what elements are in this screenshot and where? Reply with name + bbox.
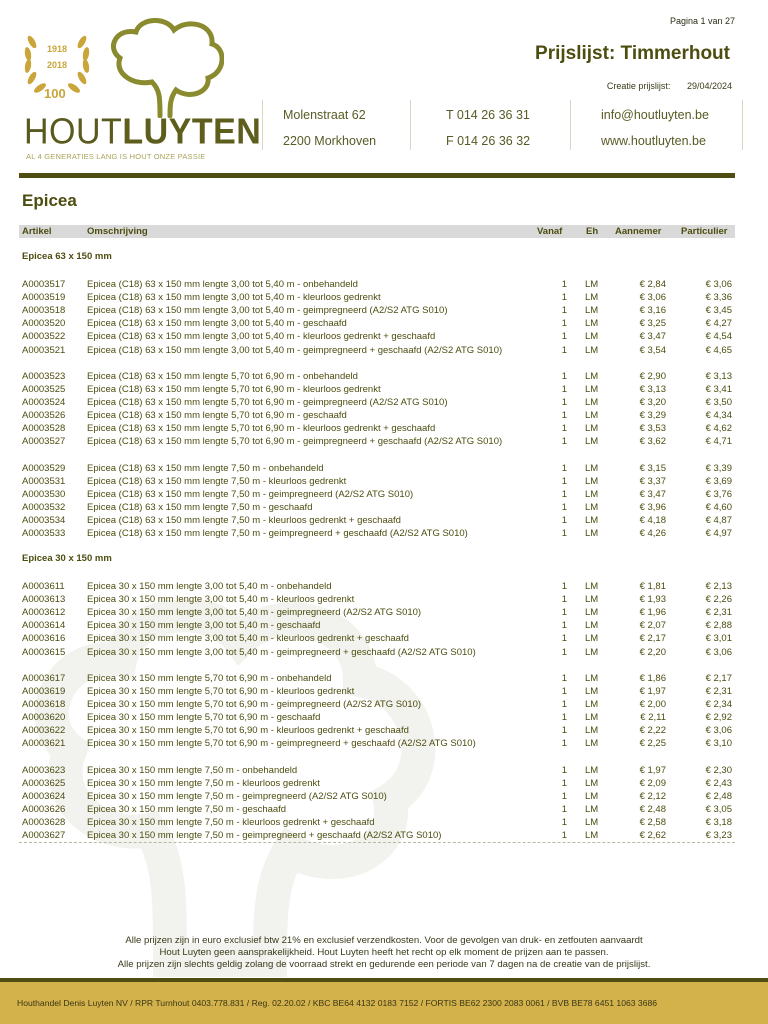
price-contractor: € 3,16 (639, 305, 666, 317)
price-contractor: € 1,81 (639, 581, 666, 592)
price-private: € 3,39 (705, 462, 732, 474)
price-private: € 2,30 (705, 764, 732, 776)
table-row (19, 462, 735, 475)
price-contractor: € 2,58 (639, 817, 666, 828)
min-qty: 1 (561, 764, 567, 776)
min-qty: 1 (561, 331, 567, 343)
artikel-code: A0003623 (22, 764, 66, 776)
price-contractor: € 2,11 (640, 712, 666, 724)
unit: LM (585, 817, 599, 828)
table-row (19, 475, 735, 488)
table-row (19, 435, 735, 448)
logo-tagline: AL 4 GENERATIES LANG IS HOUT ONZE PASSIE (26, 152, 206, 161)
min-qty: 1 (561, 777, 567, 789)
document-title: Prijslijst: Timmerhout (535, 43, 730, 64)
unit: LM (585, 370, 599, 382)
price-contractor: € 2,84 (639, 279, 666, 290)
unit: LM (585, 607, 599, 619)
col-vanaf: Vanaf (537, 226, 563, 237)
table-row (19, 344, 735, 357)
unit: LM (585, 633, 599, 645)
min-qty: 1 (561, 397, 567, 408)
artikel-code: A0003518 (22, 305, 66, 317)
min-qty: 1 (561, 830, 567, 842)
table-row (19, 317, 735, 330)
min-qty: 1 (561, 699, 567, 710)
price-private: € 3,50 (705, 397, 732, 408)
description: Epicea (C18) 63 x 150 mm lengte 5,70 tot 6,90 m - onbehandeld (87, 370, 358, 382)
price-contractor: € 3,47 (639, 331, 666, 343)
disclaimer (0, 935, 768, 972)
contact-divider (742, 100, 743, 150)
price-contractor: € 4,26 (639, 528, 666, 540)
col-omschrijving: Omschrijving (87, 226, 148, 237)
min-qty: 1 (561, 279, 567, 290)
table-row (19, 777, 735, 790)
price-contractor: € 2,48 (639, 803, 666, 815)
price-contractor: € 3,96 (639, 501, 666, 513)
description: Epicea 30 x 150 mm lengte 7,50 m - geimpregneerd + geschaafd (A2/S2 ATG S010) (87, 830, 442, 842)
artikel-code: A0003527 (22, 436, 66, 448)
unit: LM (585, 410, 599, 422)
table-row (19, 330, 735, 343)
unit: LM (585, 279, 599, 290)
min-qty: 1 (561, 790, 567, 802)
price-contractor: € 3,53 (639, 423, 666, 435)
min-qty: 1 (561, 620, 567, 632)
creation-date (607, 81, 732, 91)
description: Epicea (C18) 63 x 150 mm lengte 7,50 m - onbehandeld (87, 462, 324, 474)
description: Epicea 30 x 150 mm lengte 7,50 m - geimpregneerd (A2/S2 ATG S010) (87, 790, 387, 802)
unit: LM (585, 292, 599, 304)
price-contractor: € 1,97 (639, 685, 666, 697)
artikel-code: A0003616 (22, 633, 66, 645)
min-qty: 1 (561, 515, 567, 526)
artikel-code: A0003522 (22, 331, 66, 343)
creation-date-label: Creatie prijslijst: (606, 81, 671, 91)
artikel-code: A0003530 (22, 488, 66, 500)
price-contractor: € 3,47 (639, 488, 666, 500)
price-private: € 4,71 (705, 436, 732, 448)
unit: LM (585, 397, 599, 408)
description: Epicea (C18) 63 x 150 mm lengte 3,00 tot 5,40 m - geimpregneerd (A2/S2 ATG S010) (87, 305, 448, 317)
artikel-code: A0003620 (22, 712, 66, 724)
min-qty: 1 (561, 423, 567, 435)
min-qty: 1 (561, 712, 567, 724)
table-row (19, 304, 735, 317)
table-row (19, 711, 735, 724)
price-private: € 2,92 (705, 712, 732, 724)
table-row (19, 790, 735, 803)
artikel-code: A0003625 (22, 777, 66, 789)
min-qty: 1 (561, 462, 567, 474)
unit: LM (585, 305, 599, 317)
artikel-code: A0003524 (22, 397, 66, 408)
disclaimer-line: Alle prijzen zijn slechts geldig zolang de voorraad strekt en gedurende een periode van 7 dagen na de creatie van de prijslijst. (117, 959, 651, 971)
table-row (19, 606, 735, 619)
company-details: Houthandel Denis Luyten NV / RPR Turnhout 0403.778.831 / Reg. 02.20.02 / KBC BE64 4132 0183 7152 / FORTIS BE62 2300 2083 0061 / BVB BE78 6451 1063 3686 (17, 998, 658, 1008)
min-qty: 1 (561, 817, 567, 828)
logo-wordmark-hout: HOUT (24, 112, 123, 152)
unit: LM (585, 383, 599, 395)
artikel-code: A0003525 (22, 383, 66, 395)
table-row (19, 501, 735, 514)
table-row (19, 409, 735, 422)
min-qty: 1 (561, 803, 567, 815)
badge-year-b: 2018 (46, 60, 68, 70)
artikel-code: A0003613 (22, 594, 66, 606)
price-contractor: € 3,54 (639, 344, 666, 356)
unit: LM (585, 331, 599, 343)
description: Epicea (C18) 63 x 150 mm lengte 7,50 m - geimpregneerd + geschaafd (A2/S2 ATG S010) (87, 528, 468, 540)
min-qty: 1 (561, 318, 567, 330)
table-row (19, 383, 735, 396)
price-contractor: € 3,06 (639, 292, 666, 304)
unit: LM (585, 712, 599, 724)
table-row (19, 724, 735, 737)
min-qty: 1 (561, 594, 567, 606)
table-row (19, 291, 735, 304)
unit: LM (585, 318, 599, 330)
table-row (19, 278, 735, 291)
disclaimer-line: Alle prijzen zijn in euro exclusief btw 21% en exclusief verzendkosten. Voor de gevolgen van druk- en zetfouten aanvaardt (125, 935, 643, 946)
table-row (19, 593, 735, 606)
description: Epicea 30 x 150 mm lengte 7,50 m - kleurloos gedrenkt + geschaafd (87, 817, 375, 828)
description: Epicea (C18) 63 x 150 mm lengte 3,00 tot 5,40 m - onbehandeld (87, 279, 358, 290)
hout-luyten-logo (18, 14, 262, 161)
description: Epicea (C18) 63 x 150 mm lengte 7,50 m - kleurloos gedrenkt + geschaafd (87, 515, 401, 526)
footer-bar (0, 982, 768, 1024)
address-street: Molenstraat 62 (283, 108, 366, 122)
price-private: € 3,23 (705, 830, 732, 842)
unit: LM (585, 803, 599, 815)
min-qty: 1 (561, 305, 567, 317)
table-header (19, 225, 735, 238)
table-row (19, 685, 735, 698)
price-contractor: € 3,15 (639, 462, 666, 474)
unit: LM (585, 672, 599, 684)
description: Epicea 30 x 150 mm lengte 5,70 tot 6,90 m - geimpregneerd + geschaafd (A2/S2 ATG S010) (87, 738, 476, 750)
artikel-code: A0003529 (22, 462, 66, 474)
price-private: € 4,87 (705, 515, 732, 526)
artikel-code: A0003519 (22, 292, 66, 304)
artikel-code: A0003526 (22, 410, 66, 422)
price-private: € 3,45 (705, 305, 732, 317)
artikel-code: A0003618 (22, 699, 66, 710)
artikel-code: A0003622 (22, 725, 66, 737)
price-contractor: € 2,90 (639, 370, 666, 382)
description: Epicea 30 x 150 mm lengte 5,70 tot 6,90 m - kleurloos gedrenkt + geschaafd (87, 725, 409, 737)
description: Epicea 30 x 150 mm lengte 5,70 tot 6,90 m - geimpregneerd (A2/S2 ATG S010) (87, 699, 422, 710)
price-private: € 4,97 (705, 528, 732, 540)
table-row (19, 370, 735, 383)
price-private: € 3,76 (705, 488, 732, 500)
table-row (19, 816, 735, 829)
min-qty: 1 (561, 633, 567, 645)
min-qty: 1 (561, 488, 567, 500)
creation-date-value: 29/04/2024 (686, 81, 732, 91)
artikel-code: A0003528 (22, 423, 66, 435)
table-row (19, 672, 735, 685)
description: Epicea 30 x 150 mm lengte 7,50 m - onbehandeld (87, 764, 298, 776)
badge-number: 100 (44, 86, 66, 101)
description: Epicea (C18) 63 x 150 mm lengte 3,00 tot 5,40 m - geimpregneerd + geschaafd (A2/S2 ATG S010) (87, 344, 503, 356)
artikel-code: A0003611 (22, 581, 65, 592)
min-qty: 1 (561, 292, 567, 304)
table-row (19, 632, 735, 645)
address-city: 2200 Morkhoven (283, 134, 377, 148)
description: Epicea 30 x 150 mm lengte 5,70 tot 6,90 m - kleurloos gedrenkt (87, 685, 355, 697)
description: Epicea 30 x 150 mm lengte 5,70 tot 6,90 m - onbehandeld (87, 672, 332, 684)
group-title: Epicea 30 x 150 mm (22, 553, 112, 564)
price-contractor: € 3,37 (639, 475, 666, 487)
price-contractor: € 3,20 (639, 397, 666, 408)
description: Epicea 30 x 150 mm lengte 3,00 tot 5,40 m - geschaafd (87, 620, 321, 632)
artikel-code: A0003534 (22, 515, 66, 526)
min-qty: 1 (561, 685, 567, 697)
price-contractor: € 2,07 (639, 620, 666, 632)
price-contractor: € 2,20 (639, 646, 666, 658)
description: Epicea (C18) 63 x 150 mm lengte 3,00 tot 5,40 m - kleurloos gedrenkt + geschaafd (87, 331, 436, 343)
artikel-code: A0003612 (22, 607, 66, 619)
table-row (19, 764, 735, 777)
price-private: € 4,54 (705, 331, 732, 343)
disclaimer-line: Hout Luyten geen aansprakelijkheid. Hout Luyten heeft het recht op elk moment de prijzen aan te passen. (159, 947, 609, 959)
artikel-code: A0003624 (22, 790, 66, 802)
artikel-code: A0003627 (22, 830, 66, 842)
price-contractor: € 2,22 (639, 725, 666, 737)
price-private: € 3,69 (705, 475, 732, 487)
unit: LM (585, 594, 599, 606)
contact-divider (262, 100, 263, 150)
price-private: € 3,13 (705, 370, 732, 382)
price-private: € 3,06 (705, 646, 732, 658)
unit: LM (585, 581, 599, 592)
website-link[interactable]: www.houtluyten.be (601, 134, 706, 148)
table-row (19, 527, 735, 540)
price-contractor: € 3,25 (639, 318, 666, 330)
unit: LM (585, 515, 599, 526)
unit: LM (585, 646, 599, 658)
phone-number[interactable]: T 014 26 36 31 (446, 108, 530, 122)
price-private: € 2,48 (705, 790, 732, 802)
artikel-code: A0003621 (22, 738, 66, 750)
unit: LM (585, 423, 599, 435)
description: Epicea 30 x 150 mm lengte 3,00 tot 5,40 m - geimpregneerd + geschaafd (A2/S2 ATG S010) (87, 646, 476, 658)
table-row (19, 646, 735, 659)
description: Epicea 30 x 150 mm lengte 3,00 tot 5,40 m - kleurloos gedrenkt (87, 594, 355, 606)
contact-divider (410, 100, 411, 150)
group-title: Epicea 63 x 150 mm (22, 251, 112, 262)
price-private: € 4,60 (705, 501, 732, 513)
artikel-code: A0003628 (22, 817, 66, 828)
description: Epicea (C18) 63 x 150 mm lengte 3,00 tot 5,40 m - kleurloos gedrenkt (87, 292, 381, 304)
tree-logo-icon (104, 18, 224, 118)
description: Epicea (C18) 63 x 150 mm lengte 5,70 tot 6,90 m - geschaafd (87, 410, 347, 422)
contact-divider (570, 100, 571, 150)
table-row (19, 619, 735, 632)
description: Epicea 30 x 150 mm lengte 3,00 tot 5,40 m - kleurloos gedrenkt + geschaafd (87, 633, 409, 645)
min-qty: 1 (561, 344, 567, 356)
price-private: € 2,31 (705, 607, 732, 619)
description: Epicea 30 x 150 mm lengte 7,50 m - geschaafd (87, 803, 287, 815)
artikel-code: A0003521 (22, 344, 66, 356)
price-contractor: € 1,86 (639, 672, 666, 684)
min-qty: 1 (561, 436, 567, 448)
price-private: € 2,31 (705, 685, 732, 697)
artikel-code: A0003533 (22, 528, 66, 540)
price-private: € 3,41 (705, 383, 732, 395)
table-row (19, 580, 735, 593)
unit: LM (585, 738, 599, 750)
min-qty: 1 (561, 410, 567, 422)
price-private: € 2,43 (705, 777, 732, 789)
email-link[interactable]: info@houtluyten.be (601, 108, 709, 122)
artikel-code: A0003523 (22, 370, 66, 382)
min-qty: 1 (561, 528, 567, 540)
price-contractor: € 2,09 (639, 777, 666, 789)
unit: LM (585, 528, 599, 540)
unit: LM (585, 462, 599, 474)
price-contractor: € 2,17 (639, 633, 666, 645)
unit: LM (585, 699, 599, 710)
logo-wordmark (24, 112, 261, 153)
unit: LM (585, 764, 599, 776)
description: Epicea 30 x 150 mm lengte 7,50 m - kleurloos gedrenkt (87, 777, 320, 789)
unit: LM (585, 620, 599, 632)
price-private: € 3,18 (705, 817, 732, 828)
price-private: € 3,06 (705, 725, 732, 737)
unit: LM (585, 488, 599, 500)
description: Epicea (C18) 63 x 150 mm lengte 5,70 tot 6,90 m - geimpregneerd + geschaafd (A2/S2 ATG S010) (87, 436, 503, 448)
price-private: € 3,36 (705, 292, 732, 304)
table-row (19, 829, 735, 842)
description: Epicea (C18) 63 x 150 mm lengte 7,50 m - geschaafd (87, 501, 313, 513)
fax-number: F 014 26 36 32 (446, 134, 531, 148)
table-end-rule (19, 842, 735, 843)
price-private: € 3,06 (705, 279, 732, 290)
unit: LM (585, 436, 599, 448)
artikel-code: A0003614 (22, 620, 66, 632)
price-contractor: € 3,29 (639, 410, 666, 422)
price-private: € 3,01 (705, 633, 732, 645)
artikel-code: A0003531 (22, 475, 66, 487)
price-private: € 2,34 (705, 699, 732, 710)
price-private: € 4,27 (705, 318, 732, 330)
price-contractor: € 2,12 (639, 790, 666, 802)
price-private: € 2,26 (705, 594, 732, 606)
table-row (19, 737, 735, 750)
min-qty: 1 (561, 672, 567, 684)
price-contractor: € 2,25 (639, 738, 666, 750)
table-row (19, 422, 735, 435)
description: Epicea (C18) 63 x 150 mm lengte 5,70 tot 6,90 m - kleurloos gedrenkt + geschaafd (87, 423, 436, 435)
price-private: € 2,17 (705, 672, 732, 684)
price-private: € 3,10 (705, 738, 732, 750)
table-row (19, 396, 735, 409)
price-private: € 2,88 (705, 620, 732, 632)
col-eh: Eh (586, 226, 599, 237)
price-private: € 4,34 (705, 410, 732, 422)
description: Epicea (C18) 63 x 150 mm lengte 5,70 tot 6,90 m - geimpregneerd (A2/S2 ATG S010) (87, 397, 448, 408)
col-particulier: Particulier (681, 226, 728, 237)
artikel-code: A0003617 (22, 672, 66, 684)
price-private: € 4,62 (705, 423, 732, 435)
min-qty: 1 (561, 475, 567, 487)
unit: LM (585, 830, 599, 842)
min-qty: 1 (561, 607, 567, 619)
price-contractor: € 3,13 (639, 383, 666, 395)
artikel-code: A0003532 (22, 501, 66, 513)
description: Epicea 30 x 150 mm lengte 3,00 tot 5,40 m - geimpregneerd (A2/S2 ATG S010) (87, 607, 422, 619)
description: Epicea 30 x 150 mm lengte 5,70 tot 6,90 m - geschaafd (87, 712, 321, 724)
min-qty: 1 (561, 646, 567, 658)
unit: LM (585, 475, 599, 487)
description: Epicea 30 x 150 mm lengte 3,00 tot 5,40 m - onbehandeld (87, 581, 332, 592)
min-qty: 1 (561, 383, 567, 395)
min-qty: 1 (561, 581, 567, 592)
table-row (19, 698, 735, 711)
unit: LM (585, 790, 599, 802)
artikel-code: A0003615 (22, 646, 66, 658)
min-qty: 1 (561, 738, 567, 750)
unit: LM (585, 501, 599, 513)
section-title: Epicea (22, 191, 77, 210)
table-row (19, 803, 735, 816)
price-contractor: € 1,96 (639, 607, 666, 619)
price-private: € 4,65 (705, 344, 732, 356)
description: Epicea (C18) 63 x 150 mm lengte 7,50 m - geimpregneerd (A2/S2 ATG S010) (87, 488, 414, 500)
header-rule (19, 173, 735, 178)
price-contractor: € 2,00 (639, 699, 666, 710)
artikel-code: A0003619 (22, 685, 66, 697)
min-qty: 1 (561, 501, 567, 513)
col-artikel: Artikel (22, 226, 52, 237)
artikel-code: A0003517 (22, 279, 66, 290)
artikel-code: A0003520 (22, 318, 66, 330)
price-contractor: € 2,62 (639, 830, 666, 842)
logo-wordmark-luyten: LUYTEN (122, 112, 262, 152)
badge-year-a: 1918 (46, 44, 68, 54)
unit: LM (585, 685, 599, 697)
min-qty: 1 (561, 370, 567, 382)
col-aannemer: Aannemer (615, 226, 662, 237)
price-contractor: € 3,62 (639, 436, 666, 448)
unit: LM (585, 725, 599, 737)
unit: LM (585, 777, 599, 789)
price-contractor: € 1,93 (639, 594, 666, 606)
price-contractor: € 4,18 (639, 515, 666, 526)
price-private: € 2,13 (705, 581, 732, 592)
min-qty: 1 (561, 725, 567, 737)
artikel-code: A0003626 (22, 803, 66, 815)
price-private: € 3,05 (705, 803, 732, 815)
description: Epicea (C18) 63 x 150 mm lengte 3,00 tot 5,40 m - geschaafd (87, 318, 347, 330)
description: Epicea (C18) 63 x 150 mm lengte 5,70 tot 6,90 m - kleurloos gedrenkt (87, 383, 381, 395)
price-contractor: € 1,97 (639, 764, 666, 776)
table-row (19, 488, 735, 501)
table-row (19, 514, 735, 527)
unit: LM (585, 344, 599, 356)
description: Epicea (C18) 63 x 150 mm lengte 7,50 m - kleurloos gedrenkt (87, 475, 347, 487)
page-number: Pagina 1 van 27 (669, 16, 735, 26)
